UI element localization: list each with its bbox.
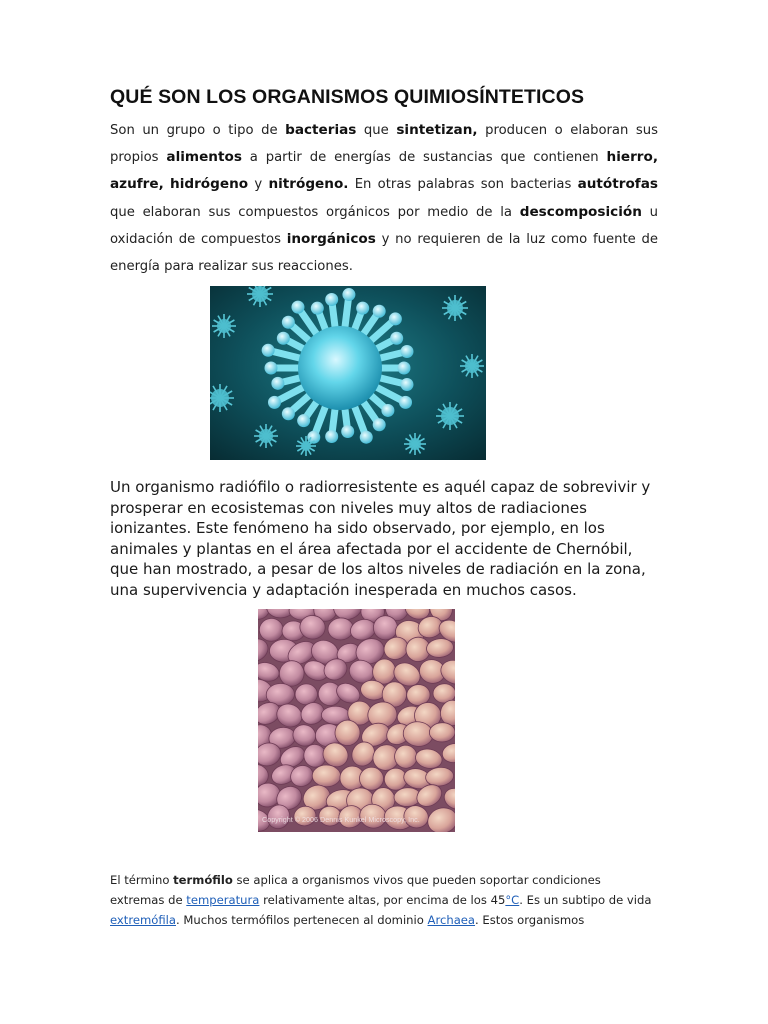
bold-term: hierro, [606,149,658,166]
link-celsius[interactable]: °C [505,892,520,907]
link-archaea[interactable]: Archaea [427,912,476,927]
intro-text: En otras palabras son bacterias [348,177,578,193]
thermophile-paragraph [110,871,658,930]
intro-text: que [356,123,397,138]
bold-term: hidrógeno [170,176,249,193]
micrograph-image [258,609,455,832]
intro-text: Son un grupo o tipo de [110,123,286,138]
link-temperatura[interactable]: temperatura [186,892,260,907]
intro-text: y [248,177,269,193]
intro-text: u oxidación de compuestos [110,204,658,247]
intro-text: producen o elaboran sus propios [110,123,658,166]
thermo-text: El término [110,873,174,887]
bold-term: inorgánicos [286,230,376,247]
bold-term: descomposición [519,203,642,220]
bold-term: sintetizan, [396,122,478,138]
bacteria-illustration-image [210,286,486,460]
page-title: QUÉ SON LOS ORGANISMOS QUIMIOSÍNTETICOS [110,86,585,108]
bold-term: autótrofas [577,176,658,193]
thermo-text: . Estos organismos [475,912,585,927]
intro-text: y no requieren de la luz como fuente de energía para realizar sus reacciones. [110,231,658,275]
radiophile-paragraph: Un organismo radiófilo o radiorresistente es aquél capaz de sobrevivir y prosperar en ecosistemas con niveles muy altos de radiaciones ionizantes. Este fenómeno ha sido observado, por ejemplo, en los animales y plantas en el área afectada por el accidente de Chernóbil, que han mostrado, a pesar de los altos niveles de radiación en la zona, una supervivencia y adaptación inesperada en muchos casos. [110,478,651,599]
thermo-text: . Es un subtipo de vida [519,892,652,907]
intro-paragraph [110,117,658,280]
bold-term: bacterias [285,122,357,138]
micrograph-watermark: Copyright © 2006 Dennis Kunkel Microscopy, Inc. [262,815,420,824]
bold-term: azufre, [110,176,164,193]
thermo-text: . Muchos termófilos pertenecen al dominio [176,912,428,927]
intro-text: que elaboran sus compuestos orgánicos por medio de la [110,204,520,220]
thermo-text: se aplica a organismos vivos que pueden soportar condiciones extremas de [110,873,601,907]
bold-term: termófilo [173,873,233,887]
bold-term: alimentos [166,149,242,166]
thermo-text: relativamente altas, por encima de los 45 [259,892,506,907]
intro-text: a partir de energías de sustancias que contienen [241,150,607,166]
bold-term: nitrógeno. [268,176,349,193]
link-extremofila[interactable]: extremófila [110,912,176,927]
